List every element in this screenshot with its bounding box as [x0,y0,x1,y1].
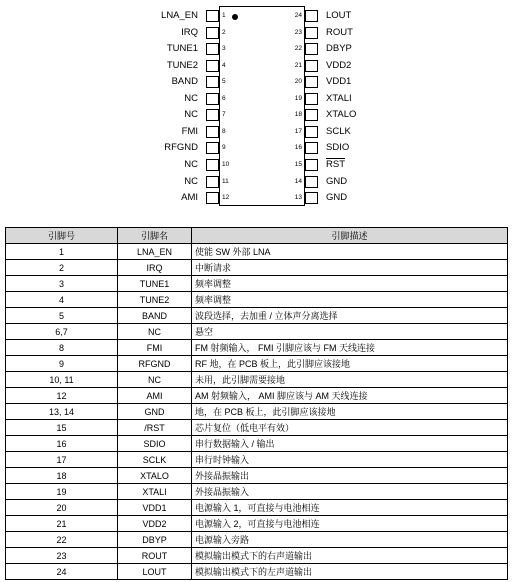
cell-pin-number: 5 [6,308,118,324]
cell-pin-number: 17 [6,452,118,468]
pin-box [206,60,219,72]
cell-pin-name: XTALO [118,468,192,484]
pin-label: BAND [171,76,198,88]
table-row [6,468,508,484]
cell-pin-name: GND [118,404,192,420]
pin-number: 2 [222,28,226,36]
pin-label: IRQ [181,26,198,38]
pin-box [206,176,219,188]
pin-box [206,142,219,154]
cell-pin-number: 4 [6,292,118,308]
pin-number: 6 [222,94,226,102]
cell-pin-description: 地，在 PCB 板上，此引脚应该接地 [192,404,508,420]
cell-pin-number: 15 [6,420,118,436]
pin-label: DBYP [326,43,352,55]
table-row [6,516,508,532]
table-row [6,356,508,372]
pin-number: 24 [294,12,302,19]
pin-number: 21 [294,61,302,69]
pin-number: 5 [222,78,226,86]
pin-row [0,158,230,173]
pin-box [305,159,318,171]
pin-number: 20 [294,78,302,86]
pin-label: $\overline{RST}$ [326,158,345,170]
cell-pin-name: RFGND [118,356,192,372]
cell-pin-name: /RST [118,420,192,436]
pin-label: XTALI [326,92,352,104]
table-row [6,388,508,404]
cell-pin-description: 串行数据输入 / 输出 [192,436,508,452]
cell-pin-number: 22 [6,532,118,548]
pin-label: TUNE1 [166,43,198,55]
header-pin-number: 引脚号 [6,228,118,244]
pin-number: 15 [294,160,302,168]
cell-pin-description: 模拟输出模式下的左声道输出 [192,564,508,580]
table-row [6,452,508,468]
pin-box [305,93,318,105]
cell-pin-name: TUNE2 [118,292,192,308]
table-row [6,548,508,564]
pin-row [0,109,226,123]
pin-row [0,175,229,190]
pin-row [294,109,512,123]
pin-row [294,175,512,190]
pin-label: ROUT [326,26,353,38]
cell-pin-description: 芯片复位（低电平有效） [192,420,508,436]
cell-pin-description: 外接晶振输入 [192,484,508,500]
pin-row [294,59,512,74]
cell-pin-description: 波段选择，去加重 / 立体声分离选择 [192,308,508,324]
pin-label: NC [184,92,198,104]
pin-diagram [0,0,512,215]
pin-box [206,43,219,55]
table-row [6,244,508,260]
pin-box [305,10,318,22]
pin-box [305,126,318,138]
cell-pin-description: 电源输入旁路 [192,532,508,548]
cell-pin-number: 20 [6,500,118,516]
cell-pin-number: 23 [6,548,118,564]
pin-row [294,43,512,57]
cell-pin-description: 频率调整 [192,276,508,292]
pin-label: VDD1 [326,76,352,88]
cell-pin-number: 16 [6,436,118,452]
cell-pin-name: SCLK [118,452,192,468]
cell-pin-number: 13, 14 [6,404,118,420]
pin-row [294,76,512,90]
pin-number: 4 [222,61,226,69]
cell-pin-name: NC [118,324,192,340]
pin-label: TUNE2 [166,59,198,71]
pin-row [0,92,226,107]
cell-pin-description: FM 射频输入， FMI 引脚应该与 FM 天线连接 [192,340,508,356]
cell-pin-name: VDD1 [118,500,192,516]
pin-label: VDD2 [326,59,352,71]
table-row [6,292,508,308]
pin-label: LOUT [326,10,352,21]
pin-number: 19 [294,94,302,102]
pin-box [206,159,219,171]
pin-box [305,109,318,121]
pin-box [305,60,318,72]
pin-label: SDIO [326,142,350,154]
cell-pin-number: 12 [6,388,118,404]
pin-label: GND [326,175,348,187]
cell-pin-description: 外接晶振输出 [192,468,508,484]
chip-body [219,6,305,206]
pin-box [206,93,219,105]
pin-number: 10 [222,160,230,168]
pin-row [294,26,512,41]
pin-row [0,76,226,90]
table-row [6,324,508,340]
cell-pin-name: TUNE1 [118,276,192,292]
pin-number: 14 [294,177,302,185]
cell-pin-number: 9 [6,356,118,372]
pin-number: 12 [222,194,230,202]
cell-pin-name: NC [118,372,192,388]
cell-pin-name: LNA_EN [118,244,192,260]
cell-pin-description: RF 地，在 PCB 板上，此引脚应该接地 [192,356,508,372]
pin-box [206,10,219,22]
cell-pin-description: 悬空 [192,324,508,340]
table-row [6,404,508,420]
pin-row [0,10,226,24]
cell-pin-name: AMI [118,388,192,404]
header-pin-name: 引脚名 [118,228,192,244]
cell-pin-description: 频率调整 [192,292,508,308]
pin-number: 7 [222,111,226,119]
table-row [6,436,508,452]
pin-row [294,158,512,173]
cell-pin-name: VDD2 [118,516,192,532]
cell-pin-description: 串行时钟输入 [192,452,508,468]
cell-pin-number: 8 [6,340,118,356]
pin-number: 8 [222,127,226,135]
cell-pin-description: 模拟输出模式下的右声道输出 [192,548,508,564]
cell-pin-name: ROUT [118,548,192,564]
cell-pin-number: 6,7 [6,324,118,340]
cell-pin-number: 3 [6,276,118,292]
table-row [6,260,508,276]
pin-box [305,43,318,55]
pin-label: GND [326,192,348,204]
pin-box [206,192,219,204]
cell-pin-name: BAND [118,308,192,324]
cell-pin-number: 19 [6,484,118,500]
table-row [6,276,508,292]
cell-pin-number: 24 [6,564,118,580]
pin-row [294,192,512,206]
pin-row [294,142,512,156]
pin-label: NC [184,175,198,187]
table-row [6,532,508,548]
pin-description-table [5,227,508,580]
pin-label: LNA_EN [161,10,198,21]
pin-row [294,10,512,24]
pin-number: 1 [222,12,226,19]
pin-row [294,125,512,140]
table-row [6,564,508,580]
pin-box [206,126,219,138]
pin-row [294,92,512,107]
pin-number: 13 [294,194,302,202]
pin-number: 11 [222,177,229,185]
pin-label: SCLK [326,125,351,137]
table-row [6,308,508,324]
pin-number: 22 [294,45,302,53]
cell-pin-number: 18 [6,468,118,484]
table-header-row [6,228,508,244]
pin-row [0,142,226,156]
table-row [6,500,508,516]
cell-pin-name: LOUT [118,564,192,580]
cell-pin-number: 10, 11 [6,372,118,388]
pin-label: AMI [181,192,198,204]
table-row [6,340,508,356]
cell-pin-number: 1 [6,244,118,260]
cell-pin-description: AM 射频输入， AMI 脚应该与 AM 天线连接 [192,388,508,404]
cell-pin-name: SDIO [118,436,192,452]
pin-label: FMI [181,125,198,137]
pin-number: 3 [222,45,226,53]
pin-number: 9 [222,144,226,152]
pin-row [0,192,230,206]
cell-pin-description: 电源输入 2，可直接与电池相连 [192,516,508,532]
pin-box [206,109,219,121]
pin-label: NC [184,158,198,170]
pin-box [305,192,318,204]
pin-row [0,43,226,57]
cell-pin-description: 中断请求 [192,260,508,276]
pin-number: 18 [294,111,302,119]
pin-label: NC [184,109,198,121]
pin-label: XTALO [326,109,357,121]
pin-box [305,176,318,188]
cell-pin-name: FMI [118,340,192,356]
table-row [6,420,508,436]
table-row [6,484,508,500]
cell-pin-name: DBYP [118,532,192,548]
pin-number: 17 [294,127,302,135]
cell-pin-description: 未用，此引脚需要接地 [192,372,508,388]
header-pin-description: 引脚描述 [192,228,508,244]
cell-pin-name: IRQ [118,260,192,276]
cell-pin-number: 21 [6,516,118,532]
pin-row [0,125,226,140]
pin-box [206,76,219,88]
pin-number: 16 [294,144,302,152]
cell-pin-description: 电源输入 1，可直接与电池相连 [192,500,508,516]
pin-label: RFGND [164,142,198,154]
pin-box [305,27,318,39]
pin-number: 23 [294,28,302,36]
pin-row [0,26,226,41]
cell-pin-description: 使能 SW 外部 LNA [192,244,508,260]
table-row [6,372,508,388]
pin-row [0,59,226,74]
pin1-marker-dot [232,14,238,20]
pin-box [305,142,318,154]
pin-box [206,27,219,39]
pin-box [305,76,318,88]
cell-pin-name: XTALI [118,484,192,500]
cell-pin-number: 2 [6,260,118,276]
